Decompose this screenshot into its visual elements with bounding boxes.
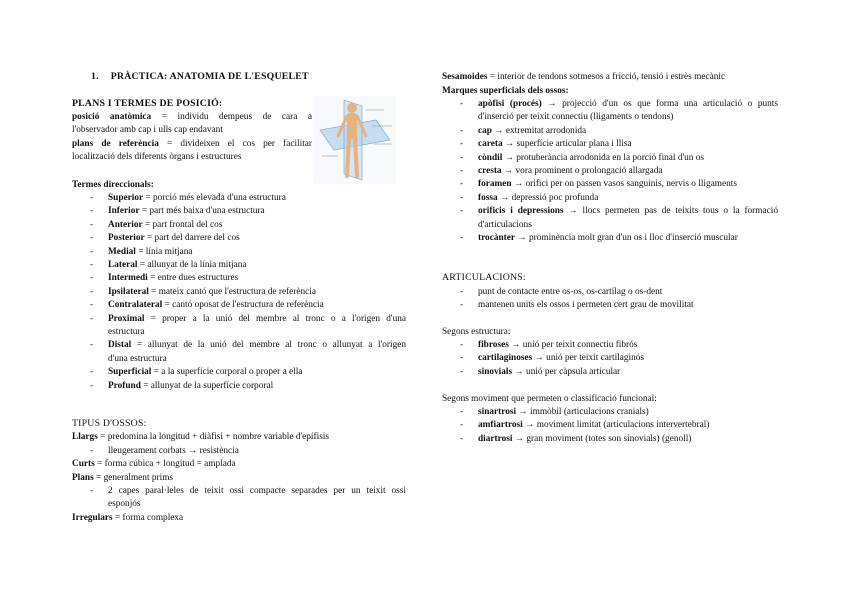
list-item [478,366,620,378]
list-item [478,232,738,244]
list-item-term: Proximal [108,313,145,324]
list-item-term: Ipsilateral [108,286,149,297]
list-item-def: = part frontal del cos [142,219,223,230]
list-item-def: → immòbil (articulacions cranials) [516,407,649,417]
list-item-def: → prominència molt gran d'un os i lloc d'inserció muscular [515,233,738,243]
list-item-term: trocànter [478,233,515,243]
list-item-term: Intermedi [108,273,148,284]
list-item-term: sinartrosi [478,407,517,417]
llargs-sub-dash: - [90,446,94,456]
list-item-dash: - [460,353,464,364]
list-item [478,352,644,364]
list-item-dash: - [460,233,464,243]
list-item-term: orificis i depressions [478,206,564,217]
sesamoides-line: Sesamoides = interior de tendons sotmesos a fricció, tensió i estrès mecànic [442,72,726,82]
tipus-heading: TIPUS D'OSSOS: [72,418,147,429]
list-item-dash: - [460,152,464,163]
list-item-term: Profund [108,380,141,391]
list-item-def: → unió per teixit connectiu fibrós [508,340,638,350]
list-item-dash: - [460,287,464,297]
plans2-sub-dash: - [90,486,94,496]
list-item-dash: - [460,420,464,431]
list-item-dash: - [460,340,464,350]
list-item-def: = allunyat de la línia mitjana [137,260,247,270]
list-item [478,125,586,137]
curts-line: Curts = forma cúbica + longitud = amplada [72,459,236,469]
list-item-continuation: d'una estructura [108,353,167,364]
list-item-dash: - [460,139,464,150]
list-item-term: amfiartrosi [478,420,523,431]
list-item: mantenen units els ossos i permeten cert grau de movilitat [478,300,694,311]
list-item-def: → unió per càpsula articular [512,366,621,377]
list-item-def: → superfície articular plana i llisa [502,139,632,150]
list-item [478,138,632,150]
list-item [478,205,778,217]
plans-heading: PLANS I TERMES DE POSICIÓ: [72,98,223,109]
list-item-def: → protuberància arrodonida en la porció final d'un os [502,152,705,163]
list-item-def: → depressió poc profunda [497,192,599,203]
list-item-def: → extremitat arrodonida [491,125,587,136]
list-item-term: cap [478,125,492,136]
list-item-term: cartilaginoses [478,353,533,364]
list-item [478,192,598,204]
list-item-def: = mateix cantó que l'estructura de referència [148,286,317,297]
list-item-term: Posterior [108,233,145,244]
list-item-term: apòfisi (procés) [478,99,542,109]
list-item-def: → unió per teixit cartilaginós [532,353,645,364]
termes-heading: Termes direccionals: [72,180,154,190]
irregulars-line: Irregulars = forma complexa [72,513,184,523]
list-item-def: = entre dues estructures [147,273,239,284]
list-item [478,152,704,164]
list-item [478,98,778,110]
list-item-term: Distal [108,340,132,351]
list-item-continuation: d'inserció per teixit connectiu (lligaments o tendons) [478,112,674,123]
list-item-term: Contralateral [108,300,163,311]
list-item [478,406,649,418]
list-item [478,419,709,431]
list-item-dash: - [90,286,94,297]
list-item-def: → vora prominent o prolongació allargada [501,166,663,176]
section-title: 1. PRÀCTICA: ANATOMIA DE L'ESQUELET [91,71,309,82]
list-item [108,205,265,217]
list-item-dash: - [90,260,94,270]
plans-line-1: plans de referència = divideixen el cos per facilitar [72,139,313,149]
list-item-dash: - [460,125,464,136]
list-item-term: Medial [108,246,136,257]
list-item [108,259,246,271]
list-item-term: Inferior [108,206,140,217]
list-item [478,165,663,177]
list-item-dash: - [90,233,94,244]
list-item-def: = porció més elevada d'una estructura [143,193,286,203]
list-item-dash: - [460,206,464,217]
list-item-term: sinovials [478,366,513,377]
list-item-dash: - [460,192,464,203]
list-item-def: → llocs permeten pas de teixits tous o la formació [563,206,778,217]
list-item-continuation: d'articulacions [478,219,532,230]
list-item [108,246,193,258]
list-item-term: Superior [108,193,144,203]
list-item [108,192,286,204]
list-item-term: fossa [478,192,498,203]
list-item [478,339,637,351]
moviment-heading: Segons moviment que permeten o classificació funcional: [442,394,657,404]
list-item-dash: - [460,179,464,190]
list-item [108,232,240,244]
estructura-heading: Segons estructura: [442,327,511,337]
list-item: punt de contacte entre os-os, os-cartílag o os-dent [478,287,663,297]
anatomical-planes-figure-icon [314,96,396,184]
list-item-term: careta [478,139,503,150]
list-item-term: còndil [478,152,503,163]
list-item-term: Superficial [108,367,152,378]
plans2-sub-1: 2 capes paral·leles de teixit ossi compacte separades per un teixit ossi [108,486,406,496]
plans-line-2: localització dels diferents òrgans i estructures [72,152,242,162]
list-item-def: → moviment limitat (articulacions intervertebral) [522,420,710,431]
list-item-dash: - [460,166,464,176]
articulacions-heading: ARTICULACIONS: [442,272,526,283]
list-item [478,178,737,190]
posicio-line-1: posició anatòmica = individu dempeus de cara a [72,112,313,122]
plans2-line: Plans = generalment prims [72,473,174,483]
list-item-def: = cantó oposat de l'estructura de referència [162,300,324,311]
posicio-line-2: l'observador amb cap i ulls cap endavant [72,125,223,135]
list-item-dash: - [90,193,94,203]
llargs-sub: lleugerament corbats → resistència [108,446,239,456]
list-item-term: Anterior [108,219,143,230]
list-item [108,313,406,325]
list-item [108,219,222,231]
list-item [478,433,691,445]
list-item-def: = proper a la unió del membre al tronc o a l'origen d'una [144,313,406,324]
list-item-dash: - [90,380,94,391]
list-item-def: = part més baixa d'una estructura [139,206,265,217]
list-item-dash: - [90,206,94,217]
list-item-def: = allunyat de la superfície corporal [140,380,274,391]
list-item-def: = allunyat de la unió del membre al tronc o allunyat a l'origen [131,340,406,351]
list-item-term: fibroses [478,340,509,350]
list-item-dash: - [460,366,464,377]
list-item-dash: - [90,300,94,311]
list-item-term: cresta [478,166,502,176]
list-item-term: Lateral [108,260,138,270]
list-item-dash: - [90,219,94,230]
list-item-dash: - [90,313,94,324]
list-item-def: = línia mitjana [135,246,193,257]
list-item-dash: - [90,340,94,351]
list-item [108,299,324,311]
list-item-dash: - [90,273,94,284]
list-item-dash: - [460,300,464,311]
list-item [108,339,406,351]
list-item [108,380,273,392]
llargs-line: Llargs = predomina la longitud + diàfisi + nombre variable d'epífisis [72,432,330,442]
list-item-def: → gran moviment (totes son sinovials) (genoll) [512,433,692,444]
list-item [108,286,316,298]
list-item-def: → projecció d'un os que forma una articulació o punts [541,99,778,109]
list-item-def: = a la superfície corporal o proper a ella [151,367,303,378]
list-item-def: → orifici per on passen vasos sanguinis, nervis o lligaments [511,179,737,190]
list-item-dash: - [460,407,464,417]
list-item-dash: - [460,99,464,109]
list-item-continuation: estructura [108,327,145,337]
list-item-def: = part del darrere del cos [144,233,240,244]
list-item-dash: - [90,367,94,378]
plans2-sub-2: esponjós [108,499,141,509]
list-item-term: diartrosi [478,433,513,444]
marques-heading: Marques superficials dels ossos: [442,86,569,96]
list-item [108,272,238,284]
list-item [108,366,302,378]
list-item-dash: - [90,246,94,257]
list-item-dash: - [460,433,464,444]
list-item-term: foramen [478,179,512,190]
